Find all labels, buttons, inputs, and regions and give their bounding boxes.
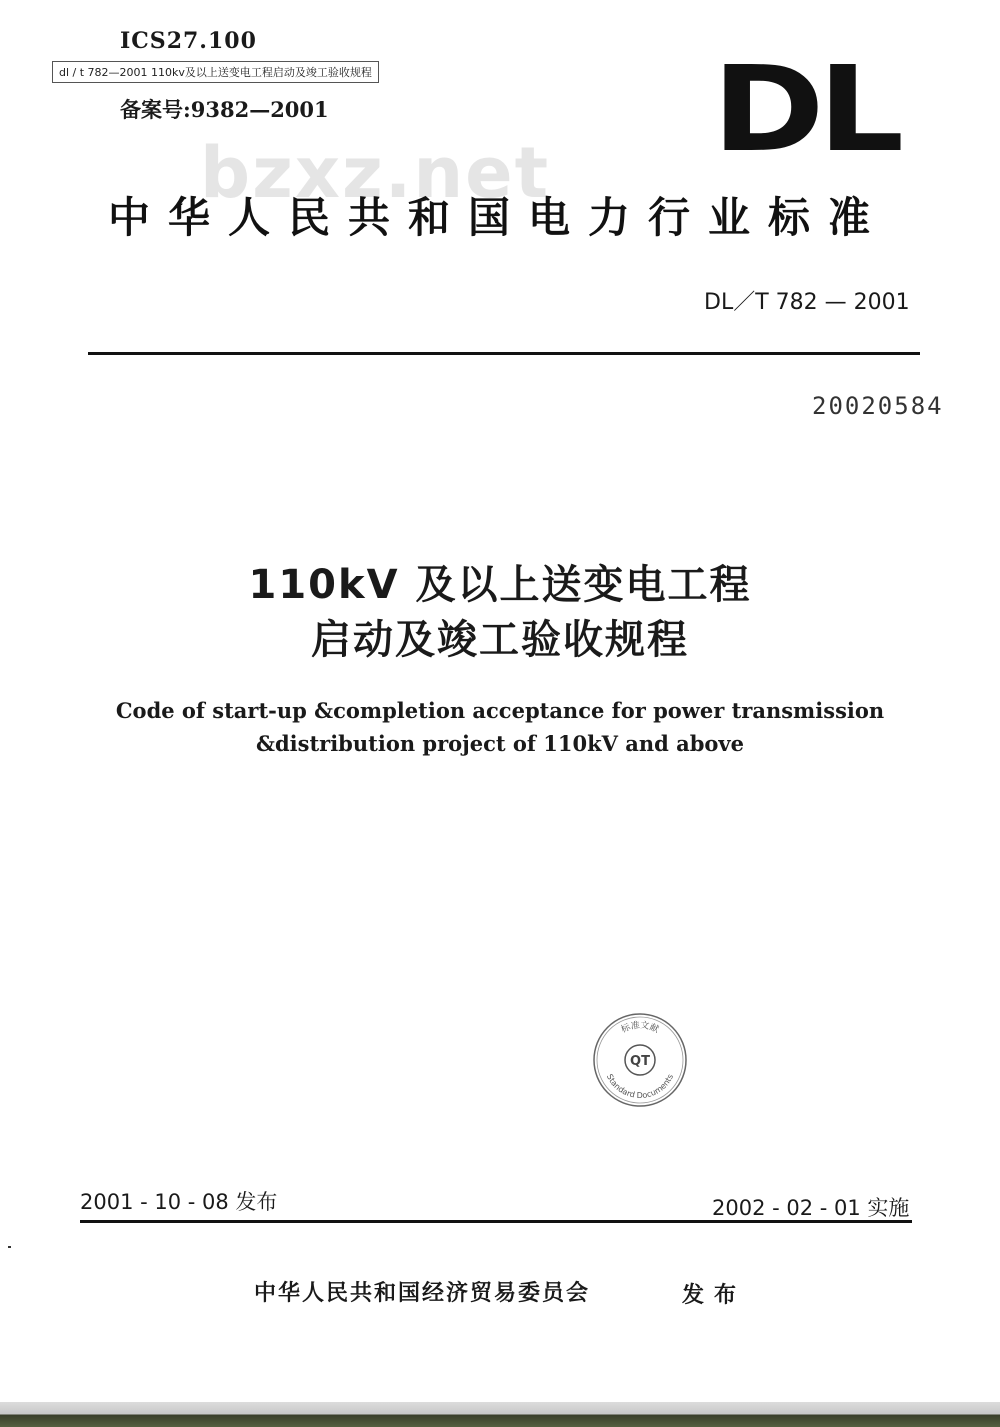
top-divider bbox=[88, 352, 920, 355]
standard-category-title: 中华人民共和国电力行业标准 bbox=[108, 193, 889, 242]
publish-date: 2001 - 10 - 08 发布 bbox=[80, 1190, 278, 1214]
seal-center-text: QT bbox=[630, 1054, 650, 1069]
issue-label: 发布 bbox=[682, 1283, 747, 1308]
effective-date: 2002 - 02 - 01 实施 bbox=[712, 1196, 910, 1220]
watermark: bzxz.net bbox=[200, 132, 551, 214]
standard-number: DL／T 782 — 2001 bbox=[704, 290, 910, 315]
title-en-line-2: &distribution project of 110kV and above bbox=[256, 731, 744, 756]
seal-top-text: 标准文献 bbox=[619, 1020, 661, 1036]
issuing-authority: 中华人民共和国经济贸易委员会 bbox=[254, 1281, 591, 1306]
standard-documents-seal bbox=[590, 1010, 690, 1110]
document-tooltip: dl / t 782—2001 110kv及以上送变电工程启动及竣工验收规程 bbox=[52, 61, 379, 83]
title-cn-line-2: 启动及竣工验收规程 bbox=[311, 617, 689, 663]
title-cn-line-1: 110kV 及以上送变电工程 bbox=[248, 562, 752, 608]
dl-logo: DL bbox=[712, 40, 898, 178]
scan-speck bbox=[8, 1246, 11, 1248]
stamp-serial-number: 20020584 bbox=[812, 392, 944, 420]
record-number: 备案号:9382—2001 bbox=[120, 97, 329, 122]
scan-bottom-edge bbox=[0, 1402, 1000, 1427]
seal-bottom-text: Standard Documents bbox=[604, 1072, 676, 1101]
bottom-divider bbox=[80, 1220, 912, 1223]
ics-code: ICS27.100 bbox=[120, 28, 257, 54]
title-en-line-1: Code of start-up &completion acceptance for power transmission bbox=[115, 698, 885, 723]
